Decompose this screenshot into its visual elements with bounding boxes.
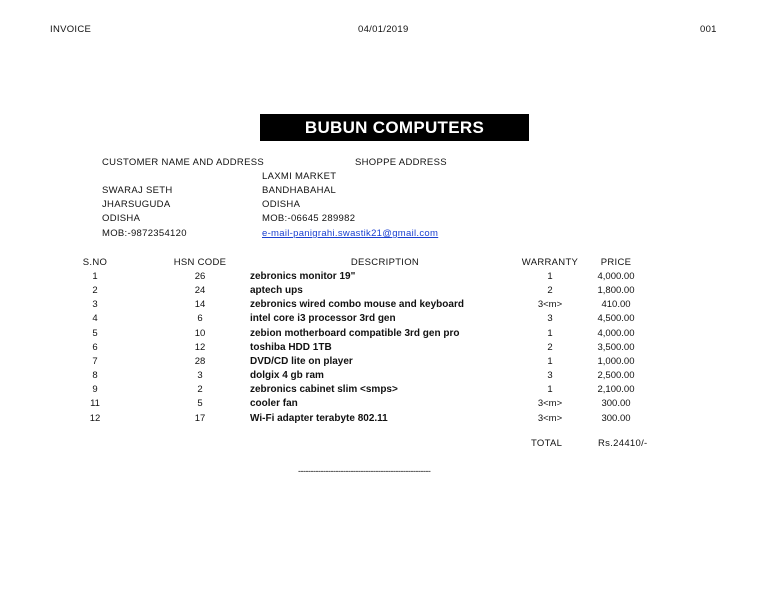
row-warranty: 2 (547, 341, 553, 353)
table-row (60, 369, 652, 383)
row-hsn-code: 17 (194, 412, 206, 424)
row-sno: 7 (92, 355, 98, 367)
col-header-sno: S.NO (82, 256, 108, 268)
table-row (60, 354, 652, 368)
row-sno: 9 (92, 384, 98, 396)
invoice-number: 001 (700, 24, 717, 35)
row-price: 4,500.00 (597, 313, 635, 325)
row-hsn-code: 14 (194, 299, 206, 311)
row-price: 410.00 (601, 299, 631, 311)
col-header-hsn: HSN CODE (173, 256, 227, 268)
customer-line: JHARSUGUDA (102, 199, 171, 210)
row-sno: 3 (92, 299, 98, 311)
row-price: 4,000.00 (597, 327, 635, 339)
row-sno: 1 (92, 270, 98, 282)
row-description: Wi-Fi adapter terabyte 802.11 (250, 412, 388, 424)
col-header-warranty: WARRANTY (521, 256, 579, 268)
table-row (60, 340, 652, 354)
row-description: intel core i3 processor 3rd gen (250, 313, 396, 325)
row-description: zebronics monitor 19" (250, 270, 356, 282)
shop-heading: SHOPPE ADDRESS (355, 157, 447, 168)
row-warranty: 3<m> (537, 412, 563, 424)
row-hsn-code: 28 (194, 355, 206, 367)
table-row (60, 383, 652, 397)
customer-line: SWARAJ SETH (102, 185, 173, 196)
row-sno: 2 (92, 284, 98, 296)
row-description: DVD/CD lite on player (250, 355, 353, 367)
row-warranty: 2 (547, 284, 553, 296)
row-price: 1,800.00 (597, 284, 635, 296)
row-price: 300.00 (601, 398, 631, 410)
row-description: zebronics wired combo mouse and keyboard (250, 299, 464, 311)
table-header-row (60, 255, 652, 269)
row-price: 4,000.00 (597, 270, 635, 282)
customer-line: MOB:-9872354120 (102, 228, 187, 239)
signature-line: ----------------------------------------------------- (298, 466, 431, 476)
items-table (60, 255, 652, 425)
row-description: aptech ups (250, 284, 303, 296)
table-row (60, 397, 652, 411)
row-price: 3,500.00 (597, 341, 635, 353)
row-hsn-code: 2 (197, 384, 203, 396)
row-sno: 4 (92, 313, 98, 325)
row-description: cooler fan (250, 398, 298, 410)
row-sno: 5 (92, 327, 98, 339)
row-description: zebronics cabinet slim <smps> (250, 384, 398, 396)
shop-line: LAXMI MARKET (262, 171, 337, 182)
col-header-price: PRICE (600, 256, 632, 268)
table-row (60, 326, 652, 340)
row-warranty: 1 (547, 270, 553, 282)
row-price: 2,100.00 (597, 384, 635, 396)
customer-heading: CUSTOMER NAME AND ADDRESS (102, 157, 264, 168)
table-row (60, 298, 652, 312)
customer-line: ODISHA (102, 213, 141, 224)
row-description: toshiba HDD 1TB (250, 341, 332, 353)
table-row (60, 269, 652, 283)
row-price: 1,000.00 (597, 355, 635, 367)
row-warranty: 1 (547, 327, 553, 339)
row-warranty: 3 (547, 313, 553, 325)
row-description: dolgix 4 gb ram (250, 370, 324, 382)
table-row (60, 283, 652, 297)
shop-line: BANDHABAHAL (262, 185, 337, 196)
row-sno: 6 (92, 341, 98, 353)
document-type: INVOICE (50, 24, 92, 35)
col-header-description: DESCRIPTION (350, 256, 420, 268)
row-hsn-code: 12 (194, 341, 206, 353)
row-hsn-code: 5 (197, 398, 203, 410)
row-sno: 12 (89, 412, 101, 424)
shop-line: MOB:-06645 289982 (262, 213, 356, 224)
row-price: 2,500.00 (597, 370, 635, 382)
row-warranty: 3 (547, 370, 553, 382)
items-body (60, 269, 652, 425)
total-value: Rs.24410/- (598, 438, 648, 449)
table-row (60, 312, 652, 326)
row-hsn-code: 3 (197, 370, 203, 382)
invoice-date: 04/01/2019 (358, 24, 409, 35)
row-price: 300.00 (601, 412, 631, 424)
table-row (60, 411, 652, 425)
row-warranty: 1 (547, 355, 553, 367)
total-label: TOTAL (531, 438, 563, 449)
row-warranty: 1 (547, 384, 553, 396)
row-hsn-code: 26 (194, 270, 206, 282)
row-sno: 11 (90, 398, 100, 410)
row-warranty: 3<m> (537, 398, 563, 410)
row-hsn-code: 24 (194, 284, 206, 296)
row-sno: 8 (92, 370, 98, 382)
company-name-banner: BUBUN COMPUTERS (260, 114, 529, 141)
row-description: zebion motherboard compatible 3rd gen pro (250, 327, 460, 339)
shop-email-link[interactable]: e-mail-panigrahi.swastik21@gmail.com (262, 228, 439, 239)
row-hsn-code: 6 (197, 313, 203, 325)
row-hsn-code: 10 (194, 327, 206, 339)
shop-line: ODISHA (262, 199, 301, 210)
row-warranty: 3<m> (537, 299, 563, 311)
